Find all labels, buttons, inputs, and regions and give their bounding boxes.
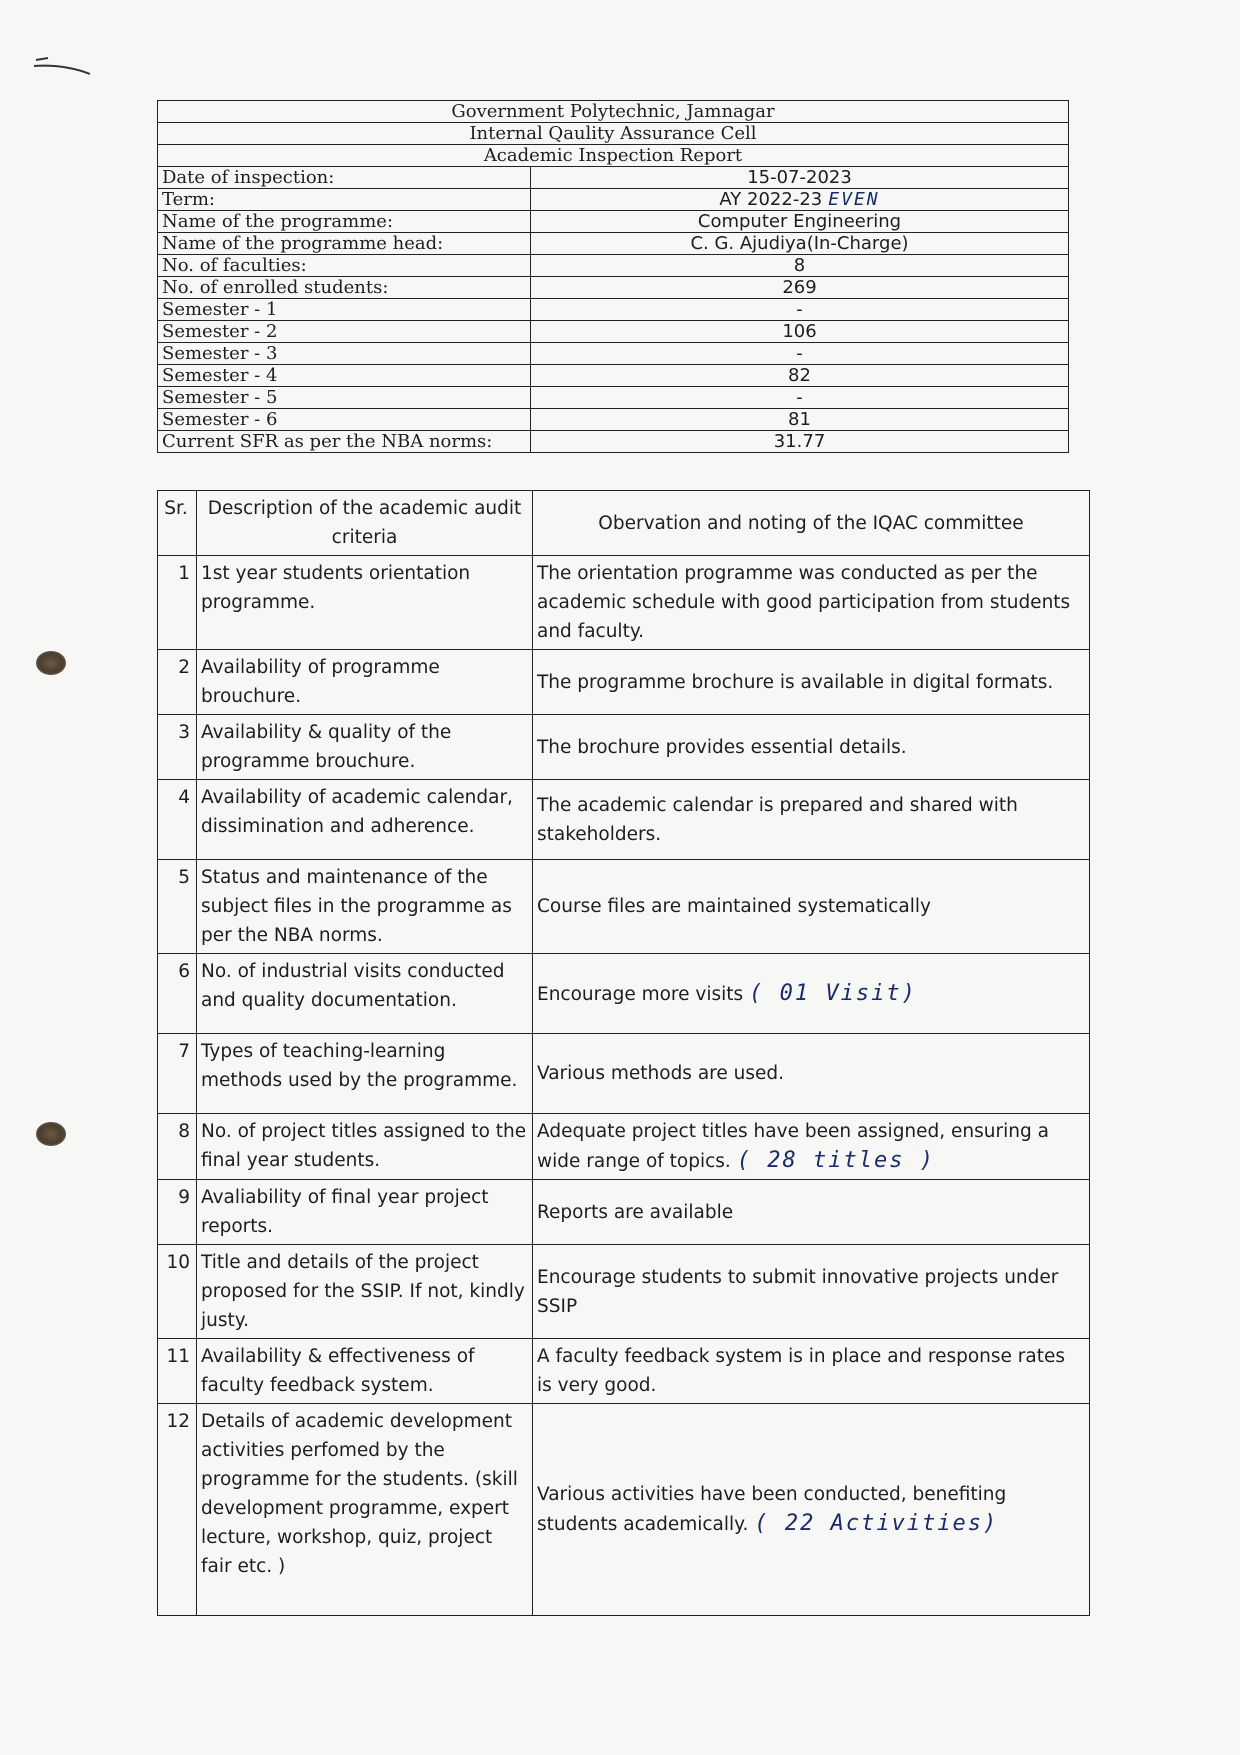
audit-sr: 6 bbox=[158, 954, 197, 1034]
audit-row bbox=[158, 556, 1090, 650]
detail-value-text: - bbox=[796, 387, 803, 408]
audit-observation bbox=[533, 1404, 1090, 1616]
detail-value-text: 81 bbox=[788, 409, 811, 430]
detail-row bbox=[158, 321, 1069, 343]
audit-sr: 10 bbox=[158, 1245, 197, 1339]
audit-observation bbox=[533, 1180, 1090, 1245]
detail-label: Name of the programme head: bbox=[158, 233, 531, 255]
audit-observation-text: Course files are maintained systematically bbox=[537, 896, 931, 917]
audit-row bbox=[158, 780, 1090, 860]
audit-observation-text: Various activities have been conducted, benefiting students academically. bbox=[537, 1484, 1007, 1535]
detail-label: Semester - 1 bbox=[158, 299, 531, 321]
detail-label: No. of faculties: bbox=[158, 255, 531, 277]
detail-label: Semester - 4 bbox=[158, 365, 531, 387]
audit-observation bbox=[533, 860, 1090, 954]
report-header-table bbox=[157, 100, 1069, 453]
audit-observation-text: The academic calendar is prepared and shared with stakeholders. bbox=[537, 794, 1018, 845]
observation-column-header: Obervation and noting of the IQAC committee bbox=[533, 491, 1090, 556]
audit-observation bbox=[533, 954, 1090, 1034]
audit-sr: 5 bbox=[158, 860, 197, 954]
detail-value-text: - bbox=[796, 299, 803, 320]
audit-row bbox=[158, 1180, 1090, 1245]
audit-row bbox=[158, 715, 1090, 780]
audit-description: No. of industrial visits conducted and quality documentation. bbox=[197, 954, 533, 1034]
detail-value bbox=[531, 277, 1069, 299]
detail-label: Name of the programme: bbox=[158, 211, 531, 233]
audit-observation-text: Reports are available bbox=[537, 1201, 734, 1223]
audit-observation bbox=[533, 1245, 1090, 1339]
detail-label: Semester - 5 bbox=[158, 387, 531, 409]
audit-sr: 8 bbox=[158, 1114, 197, 1180]
detail-row bbox=[158, 211, 1069, 233]
description-column-header: Description of the academic audit criteria bbox=[197, 491, 533, 556]
detail-value-text: Computer Engineering bbox=[697, 211, 902, 232]
detail-row bbox=[158, 431, 1069, 453]
detail-value-text: 15-07-2023 bbox=[747, 167, 852, 188]
audit-description: 1st year students orientation programme. bbox=[197, 556, 533, 650]
audit-description: Availability of academic calendar, dissimination and adherence. bbox=[197, 780, 533, 860]
detail-row bbox=[158, 189, 1069, 211]
handwritten-note: ( 28 titles ) bbox=[736, 1148, 935, 1173]
detail-value-text: 31.77 bbox=[773, 431, 826, 452]
audit-observation bbox=[533, 1339, 1090, 1404]
detail-row bbox=[158, 343, 1069, 365]
audit-description: No. of project titles assigned to the final year students. bbox=[197, 1114, 533, 1180]
audit-observation-text: A faculty feedback system is in place and response rates is very good. bbox=[537, 1346, 1065, 1396]
audit-header-row bbox=[158, 491, 1090, 556]
detail-value-text: AY 2022-23 bbox=[719, 189, 823, 210]
audit-observation bbox=[533, 715, 1090, 780]
detail-label: Term: bbox=[158, 189, 531, 211]
detail-value bbox=[531, 299, 1069, 321]
detail-value bbox=[531, 189, 1069, 211]
sr-column-header: Sr. bbox=[158, 491, 197, 556]
audit-sr: 1 bbox=[158, 556, 197, 650]
audit-description: Avaliability of final year project reports. bbox=[197, 1180, 533, 1245]
audit-row bbox=[158, 860, 1090, 954]
handwritten-note: ( 22 Activities) bbox=[754, 1511, 999, 1536]
audit-description: Availability & effectiveness of faculty feedback system. bbox=[197, 1339, 533, 1404]
handwritten-note: ( 01 Visit) bbox=[749, 980, 917, 1006]
audit-description: Title and details of the project proposed for the SSIP. If not, kindly justy. bbox=[197, 1245, 533, 1339]
audit-observation-text: The orientation programme was conducted as per the academic schedule with good participation from students and faculty. bbox=[537, 563, 1071, 642]
audit-observation-text: Various methods are used. bbox=[537, 1063, 784, 1084]
detail-value bbox=[531, 387, 1069, 409]
detail-row bbox=[158, 167, 1069, 189]
audit-observation-text: Encourage more visits bbox=[537, 983, 744, 1005]
audit-row bbox=[158, 1034, 1090, 1114]
audit-description: Status and maintenance of the subject files in the programme as per the NBA norms. bbox=[197, 860, 533, 954]
detail-row bbox=[158, 365, 1069, 387]
detail-label: Date of inspection: bbox=[158, 167, 531, 189]
detail-row bbox=[158, 409, 1069, 431]
detail-value bbox=[531, 321, 1069, 343]
detail-label: Semester - 2 bbox=[158, 321, 531, 343]
audit-observation-text: Encourage students to submit innovative projects under SSIP bbox=[537, 1266, 1059, 1317]
audit-sr: 11 bbox=[158, 1339, 197, 1404]
audit-observation-text: The brochure provides essential details. bbox=[537, 736, 907, 758]
detail-value bbox=[531, 255, 1069, 277]
audit-sr: 9 bbox=[158, 1180, 197, 1245]
detail-value bbox=[531, 167, 1069, 189]
detail-row bbox=[158, 299, 1069, 321]
institution-name: Government Polytechnic, Jamnagar bbox=[158, 101, 1069, 123]
detail-row bbox=[158, 255, 1069, 277]
audit-observation bbox=[533, 556, 1090, 650]
audit-observation bbox=[533, 1114, 1090, 1180]
audit-criteria-table bbox=[157, 490, 1090, 1616]
audit-observation-text: The programme brochure is available in digital formats. bbox=[537, 671, 1054, 693]
audit-description: Availability & quality of the programme brouchure. bbox=[197, 715, 533, 780]
detail-value bbox=[531, 409, 1069, 431]
detail-value bbox=[531, 431, 1069, 453]
detail-value bbox=[531, 211, 1069, 233]
audit-sr: 12 bbox=[158, 1404, 197, 1616]
audit-description: Availability of programme brouchure. bbox=[197, 650, 533, 715]
detail-value-text: 8 bbox=[793, 255, 806, 276]
audit-description: Details of academic development activities perfomed by the programme for the students. (skill development programme, expert lecture, workshop, quiz, project fair etc. ) bbox=[197, 1404, 533, 1616]
detail-label: Current SFR as per the NBA norms: bbox=[158, 431, 531, 453]
punch-hole-icon bbox=[36, 651, 66, 675]
detail-label: No. of enrolled students: bbox=[158, 277, 531, 299]
report-title: Academic Inspection Report bbox=[158, 145, 1069, 167]
audit-row bbox=[158, 1114, 1090, 1180]
punch-hole-icon bbox=[36, 1122, 66, 1146]
detail-value-text: C. G. Ajudiya(In-Charge) bbox=[690, 233, 909, 254]
audit-observation bbox=[533, 1034, 1090, 1114]
pen-mark-icon bbox=[34, 52, 94, 82]
audit-sr: 3 bbox=[158, 715, 197, 780]
audit-row bbox=[158, 650, 1090, 715]
detail-value bbox=[531, 365, 1069, 387]
handwritten-note: EVEN bbox=[828, 189, 880, 210]
detail-value-text: 269 bbox=[782, 277, 817, 298]
audit-observation bbox=[533, 780, 1090, 860]
audit-sr: 2 bbox=[158, 650, 197, 715]
audit-row bbox=[158, 1339, 1090, 1404]
audit-observation bbox=[533, 650, 1090, 715]
audit-row bbox=[158, 1404, 1090, 1616]
detail-value bbox=[531, 233, 1069, 255]
detail-value-text: - bbox=[796, 343, 803, 364]
audit-row bbox=[158, 1245, 1090, 1339]
detail-value-text: 106 bbox=[782, 321, 817, 342]
cell-name: Internal Qaulity Assurance Cell bbox=[158, 123, 1069, 145]
detail-row bbox=[158, 277, 1069, 299]
detail-row bbox=[158, 233, 1069, 255]
detail-row bbox=[158, 387, 1069, 409]
detail-label: Semester - 6 bbox=[158, 409, 531, 431]
audit-observation-text: Adequate project titles have been assigned, ensuring a wide range of topics. bbox=[537, 1121, 1049, 1172]
audit-sr: 4 bbox=[158, 780, 197, 860]
audit-row bbox=[158, 954, 1090, 1034]
detail-value-text: 82 bbox=[788, 365, 811, 386]
detail-value bbox=[531, 343, 1069, 365]
audit-description: Types of teaching-learning methods used by the programme. bbox=[197, 1034, 533, 1114]
detail-label: Semester - 3 bbox=[158, 343, 531, 365]
audit-sr: 7 bbox=[158, 1034, 197, 1114]
